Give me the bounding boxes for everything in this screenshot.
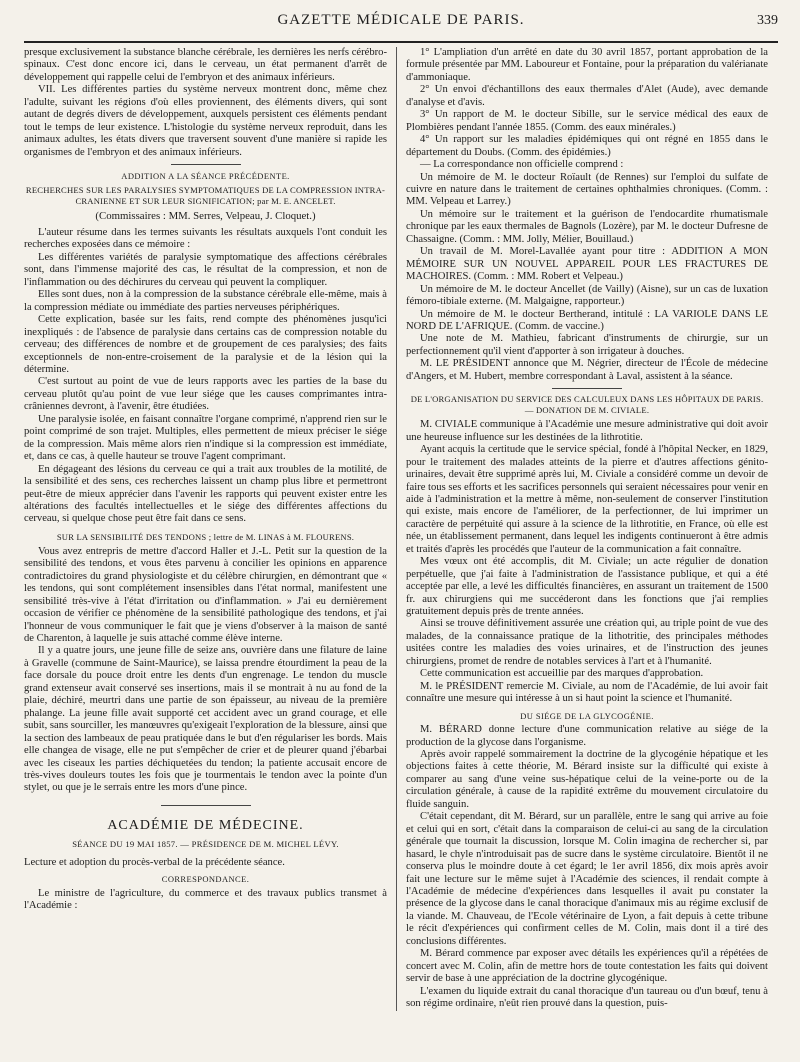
section-heading: ADDITION A LA SÉANCE PRÉCÉDENTE. xyxy=(121,171,290,182)
paragraph: 4° Un rapport sur les maladies épidémiques qui ont régné en 1855 dans le département du Doubs. (Comm. des épidémies.) xyxy=(406,134,768,158)
paragraph: presque exclusivement la substance blanche cérébrale, les dernières les nerfs cérébro-spinaux. C'est donc encore ici, dans le cerveau, un état permanent d'arrêt de développement qui rappelle celui de l'embryon et des animaux inférieurs. xyxy=(24,47,387,83)
paragraph: En dégageant des lésions du cerveau ce qui a trait aux troubles de la motilité, de la sensibilité et des sens, ces recherches laissent un champ plus libre et permettront peut-être de mieux apprécier dans l'avenir les rapports qui peuvent exister entre les altérations des facultés intellectuelles et le siége des différentes affections du cerveau, si quelque chose peut être fait dans ce sens. xyxy=(24,463,387,525)
paragraph: Le ministre de l'agriculture, du commerce et des travaux publics transmet à l'Académie : xyxy=(24,887,387,912)
paragraph: Cette communication est accueillie par des marques d'approbation. xyxy=(420,668,704,680)
journal-title: GAZETTE MÉDICALE DE PARIS. xyxy=(277,12,525,28)
paragraph: C'était cependant, dit M. Bérard, sur un parallèle, entre le sang qui arrive au foie et celui qui en sort, c'était dans la comparaison de celui-ci au sang de la circulation générale que tournait la discussion, lorsque M. Colin imagina de rechercher si, par hasard, le chyle n'introduisait pas de sucre dans le système circulatoire. Bientôt il ne conserva plus le moindre doute à cet égard; le 1er avril 1856, dix mois après avoir fait une lecture sur le même sujet à l'Académie des sciences, il rendait compte à l'Académie de médecine d'expériences dans lesquelles il avait pu constater la présence de la glycose dans le canal thoracique d'animaux mis au régime exclusif de la viande. M. Chauveau, de l'Ecole vétérinaire de Lyon, a fait depuis à cette tribune le récit d'expériences qui confirment celles de M. Colin, mais dont il a tiré des conclusions différentes. xyxy=(406,811,768,947)
paragraph: M. BÉRARD donne lecture d'une communication relative au siége de la production de la glycose dans l'organisme. xyxy=(406,724,768,748)
paragraph: Un mémoire de M. le docteur Ancellet (de Vailly) (Aisne), sur un cas de luxation fémoro-tibiale externe. (M. Malgaigne, rapporteur.) xyxy=(406,283,768,308)
paragraph: M. Bérard commence par exposer avec détails les expériences qu'il a répétées de concert avec M. Colin, afin de mettre hors de toute contestation les faits qui doivent servir de base à une appréciation de la doctrine glycogénique. xyxy=(406,948,768,985)
paragraph: Ayant acquis la certitude que le service spécial, fondé à l'hôpital Necker, en 1829, pour le traitement des malades atteints de la pierre et d'autres affections génito-urinaires, devait être supprimé après lui, M. Civiale a considéré comme un devoir de faire tous ses efforts et les sacrifices personnels qui seraient nécessaires pour venir en aide à l'administration et la mettre à même, non-seulement de conserver l'institution qui existe, mais encore de l'améliorer, de la perfectionner, de lui imprimer un caractère de perpétuité qui assure à la science de la lithrotitie, en France, où elle est née, un établissement permanent, dans lequel les indigents continueront à être admis et traités d'après les procédés que l'auteur de la communication a fait connaître. xyxy=(406,444,768,555)
left-column xyxy=(24,47,396,1011)
paragraph: Une note de M. Mathieu, fabricant d'instruments de chirurgie, sur un perfectionnement qu'il vient d'apporter à son irrigateur à douches. xyxy=(406,333,768,357)
paragraph: Un mémoire de M. le docteur Bertherand, intitulé : LA VARIOLE DANS LE NORD DE L'AFRIQUE. (Comm. de vaccine.) xyxy=(406,308,768,332)
paragraph: VII. Les différentes parties du système nerveux montrent donc, même chez l'adulte, suivant les régions d'où elles proviennent, des éléments divers, qui sont autant de degrés divers de développement, auxquels persistent ces éléments pendant tout le temps de leur existence. L'histologie du système nerveux reproduit, dans les animaux adultes, les états divers que traversent souvent d'une manière si rapide les organismes de l'embryon et des animaux inférieurs. xyxy=(24,84,387,158)
article-title: RECHERCHES SUR LES PARALYSIES SYMPTOMATIQUES DE LA COMPRESSION INTRA-CRANIENNE ET SUR LEUR SIGNIFICATION; par M. E. ANCELET. xyxy=(25,184,386,206)
paragraph: Cette explication, basée sur les faits, rend compte des phénomènes jusqu'ici inexpliqués : de l'absence de paralysie dans certains cas de compression notable du cerveau; des différences de nombre et de groupement de ces paralysies; des faits exceptionnels de non-entre-croisement de la paralysie et de la lésion qui la détermine. xyxy=(24,314,387,375)
page-header xyxy=(24,12,778,43)
divider xyxy=(171,164,241,165)
paragraph: — La correspondance non officielle comprend : xyxy=(420,159,624,171)
paragraph: Un mémoire sur le traitement et la guérison de l'endocardite rhumatismale chronique par les eaux thermales de Bagnols (Lozère), par M. le docteur Dufresne de Chassaigne. (Comm. : MM. Jolly, Mélier, Bouillaud.) xyxy=(406,208,768,245)
paragraph: L'examen du liquide extrait du canal thoracique d'un taureau ou d'un bœuf, tenu à son régime ordinaire, n'eût rien prouvé dans la question, puis- xyxy=(406,985,768,1010)
paragraph: C'est surtout au point de vue de leurs rapports avec les parties de la base du cerveau plutôt qu'au point de vue leur siége que les causes comprimantes intra-crâniennes devront, à l'avenir, être étudiées. xyxy=(24,376,387,413)
page-number: 339 xyxy=(757,13,778,28)
paragraph: Il y a quatre jours, une jeune fille de seize ans, ouvrière dans une filature de laine à Gravelle (commune de Saint-Maurice), se laissa prendre étourdiment la peau de la face dorsale du pouce droit entre les dents d'un engrenage. Le tendon du muscle grand extenseur avait conservé ses insertions, mais il se montrait à nu au fond de la plaie, déchiré, meurtri dans une partie de son épaisseur, au niveau de la première phalange. La jeune fille avait supporté cet accident avec un grand courage, et elle subit, sans sourciller, les manœuvres qu'exigeait l'exploration de la blessure, ainsi que la section des lambeaux de peau pratiquée dans le but d'en régulariser les bords. Mais elle changea de visage, elle ne put s'empêcher de crier et de pleurer quand j'ébarbai avec les ciseaux les parties déchiquetées du tendon; la patiente accusait encore de très-vives douleurs toutes les fois que je tourmentais le tendon avec la pointe d'un stylet, ou que je le serrais entre les mors d'une pince. xyxy=(24,645,387,794)
paragraph: L'auteur résume dans les termes suivants les résultats auxquels l'ont conduit les recherches exposées dans ce mémoire : xyxy=(24,226,387,251)
paragraph: M. LE PRÉSIDENT annonce que M. Négrier, directeur de l'École de médecine d'Angers, et M. Hubert, membre correspondant à Laval, assistent à la séance. xyxy=(406,358,768,382)
paragraph: Mes vœux ont été accomplis, dit M. Civiale; un acte régulier de donation perpétuelle, que j'ai faite à l'administration de l'assistance publique, et qui a été acceptée par elle, a levé les difficultés financières, en assurant un traitement de 1500 fr. aux chirurgiens qui me succéderont dans les fonctions que j'ai remplies gratuitement depuis près de trente années. xyxy=(406,556,768,618)
paragraph: Elles sont dues, non à la compression de la substance cérébrale elle-même, mais à la compression médiate ou immédiate des parties nerveuses périphériques. xyxy=(24,289,387,313)
paragraph: Ainsi se trouve définitivement assurée une création qui, au triple point de vue des malades, de la connaissance pratique de la lithotritie, des principales méthodes usitées contre les maladies des voies urinaires, et de l'instruction des jeunes chirurgiens, promet de rendre de notables services à l'art et à l'humanité. xyxy=(406,618,768,667)
section-heading: DU SIÉGE DE LA GLYCOGÉNIE. xyxy=(520,710,654,721)
paragraph: Vous avez entrepris de mettre d'accord Haller et J.-L. Petit sur la question de la sensibilité des tendons, et vous êtes parvenu à concilier les opinions en apparence contradictoires du grand physiologiste et du célèbre chirurgien, en démontrant que « les tendons, qui sont complétement insensibles dans l'état normal, manifestent une sensibilité très-vive à l'état d'irritation ou d'inflammation. » J'ai eu dernièrement occasion de vérifier ce phénomène de la sensibilité pathologique des tendons, et j'ai l'honneur de vous communiquer le fait que je viens d'observer à la maison de santé de Charenton, à laquelle je suis attaché comme élève interne. xyxy=(24,545,387,645)
paragraph: Lecture et adoption du procès-verbal de la précédente séance. xyxy=(24,856,285,868)
commissioners: (Commissaires : MM. Serres, Velpeau, J. Cloquet.) xyxy=(95,209,316,222)
paragraph: 1° L'ampliation d'un arrêté en date du 30 avril 1857, portant approbation de la formule présentée par MM. Laboureur et Fontaine, pour la préparation du valérianate d'ammoniaque. xyxy=(406,47,768,83)
paragraph: M. CIVIALE communique à l'Académie une mesure administrative qui doit avoir une heureuse influence sur les destinées de la lithrotitie. xyxy=(406,419,768,443)
divider xyxy=(552,388,622,389)
paragraph: Une paralysie isolée, en faisant connaître l'organe comprimé, n'apprend rien sur le point comprimé de son trajet. Multiples, elles permettent de mieux préciser le siége de la compression. Mais même alors rien n'indique si la compression est immédiate, et, dans ce cas, à quelle hauteur se trouve l'agent comprimant. xyxy=(24,413,387,463)
section-title: ACADÉMIE DE MÉDECINE. xyxy=(107,817,304,833)
divider xyxy=(161,805,251,806)
paragraph: Un travail de M. Morel-Lavallée ayant pour titre : ADDITION A MON MÉMOIRE SUR UN NOUVEL APPAREIL POUR LES FRACTURES DE MACHOIRES. (Comm. : MM. Robert et Velpeau.) xyxy=(406,246,768,283)
section-heading: CORRESPONDANCE. xyxy=(161,874,250,885)
paragraph: Un mémoire de M. le docteur Roïault (de Rennes) sur l'emploi du sulfate de cuivre en nature dans le traitement de certaines ophthalmies chroniques. (Comm. : MM. Velpeau et Larrey.) xyxy=(406,171,768,208)
article-title: DE L'ORGANISATION DU SERVICE DES CALCULEUX DANS LES HÔPITAUX DE PARIS. — DONATION DE M. CIVIALE. xyxy=(410,394,764,416)
paragraph: 3° Un rapport de M. le docteur Sibille, sur le service médical des eaux de Plombières pendant l'année 1855. (Comm. des eaux minérales.) xyxy=(406,109,768,133)
text-columns xyxy=(24,47,778,1011)
paragraph: M. le PRÉSIDENT remercie M. Civiale, au nom de l'Académie, de lui avoir fait connaître une mesure qui intéresse à un si haut point la science et l'humanité. xyxy=(406,680,768,705)
paragraph: Les différentes variétés de paralysie symptomatique des affections cérébrales sont, dans l'immense majorité des cas, le résultat de la compression, et non de l'inflammation ou des déchirures du cerveau qui peuvent la compliquer. xyxy=(24,251,387,288)
session-line: SÉANCE DU 19 MAI 1857. — PRÉSIDENCE DE M. MICHEL LÉVY. xyxy=(72,839,339,850)
paragraph: 2° Un envoi d'échantillons des eaux thermales d'Alet (Aude), avec demande d'analyse et d'avis. xyxy=(406,84,768,108)
right-column xyxy=(396,47,768,1011)
article-title: SUR LA SENSIBILITÉ DES TENDONS ; lettre de M. LINAS à M. FLOURENS. xyxy=(56,531,355,542)
paragraph: Après avoir rappelé sommairement la doctrine de la glycogénie hépatique et les objections faites à cette théorie, M. Bérard insiste sur la difficulté qui existe à comparer au sang d'une veine sus-hépatique celui de la veine-porte ou de la circulation générale, à cause de la rapidité extrême du mouvement circulatoire du fluide sanguin. xyxy=(406,749,768,810)
